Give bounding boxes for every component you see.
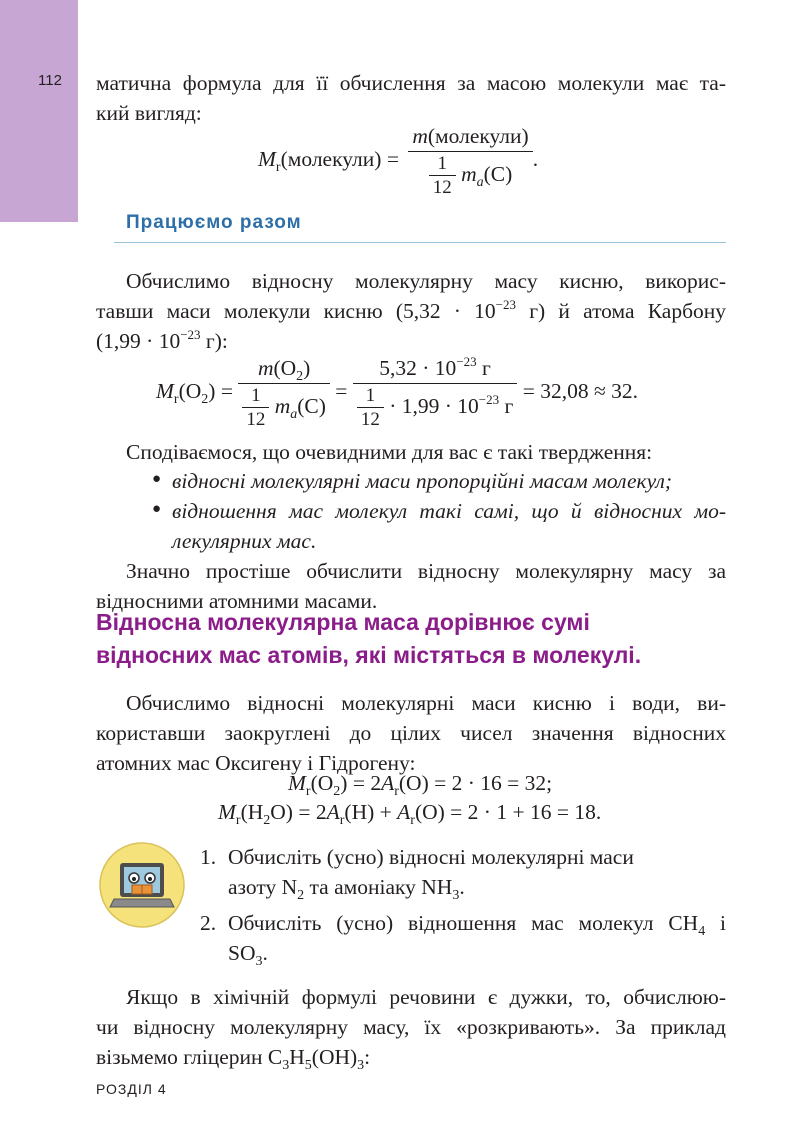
bullet-item-2-line-2: лекулярних мас.: [172, 529, 317, 553]
calc-line-1: Обчислимо відносні молекулярні маси кисню і води, ви-: [126, 691, 726, 715]
rule-line-2: відносних мас атомів, які містяться в молекулі.: [96, 642, 642, 668]
task-1-line-2: азоту $N_2$ та амоніаку $NH_3$.: [228, 875, 465, 903]
task-2-line-2: $SO_3$.: [228, 941, 268, 969]
calc-line-2: користавши заокруглені до цілих чисел значення відносних: [96, 721, 726, 745]
chapter-tab: [0, 0, 78, 222]
bullet-item-2-line-1: відношення мас молекул такі самі, що й відносних мо-: [172, 499, 726, 523]
lhs-arg: (молекули) =: [280, 146, 399, 171]
example-line-3: ($1,99 \cdot 10^{-23}$ г):: [96, 327, 228, 353]
rule-heading: [96, 606, 736, 672]
bullet-icon: ●: [152, 471, 162, 487]
task-2-number: 2.: [200, 911, 217, 935]
fraction-2: $5,32 \cdot 10^{-23}$ г $\frac{1}{12}$ · $1,99 \cdot 10^{-23}$ г: [353, 356, 518, 430]
brackets-line-2: чи відносну молекулярну масу, їх «розкривають». За приклад: [96, 1015, 726, 1039]
rule-line-1: Відносна молекулярна маса дорівнює сумі: [96, 609, 590, 635]
task-1-line-1: Обчисліть (усно) відносні молекулярні маси: [228, 845, 634, 869]
hope-line: Сподіваємося, що очевидними для вас є такі твердження:: [126, 440, 653, 464]
page-number: 112: [38, 72, 62, 89]
brackets-line-3: візьмемо гліцерин $C_3H_5(OH)_3$:: [96, 1045, 371, 1073]
fraction-1: $m(O_2)$ $\frac{1}{12}$ $m_a(C)$: [238, 356, 330, 430]
simpler-line-2: відносними атомними масами.: [96, 589, 378, 613]
formula-molecule-mass: [258, 124, 538, 198]
task-icon: [98, 841, 186, 929]
numerator: m(молекули): [408, 124, 532, 152]
example-line-2: тавши маси молекули кисню ($5,32 \cdot 10^{-23}$ г) й атома Карбону: [96, 297, 727, 323]
simpler-line-1: Значно простіше обчислити відносну молекулярну масу за: [126, 559, 726, 583]
task-1-number: 1.: [200, 845, 217, 869]
example-line-1: Обчислимо відносну молекулярну масу кисню, викорис-: [126, 269, 726, 293]
denominator: $\frac{1}{12}$ $m_a(C)$: [408, 152, 532, 198]
bullet-item-1: відносні молекулярні маси пропорційні масам молекул;: [172, 469, 673, 493]
formula-oxygen-mass: $M_r(O_2)$ = $m(O_2)$ $\frac{1}{12}$ $m_a(C)$ = $5,32 \cdot 10^{-23}$ г $\frac{1}{12}$ · $1,99 \cdot 10^{-23}$ г = 32,08 ≈ 32.: [156, 354, 638, 430]
fraction: [408, 124, 532, 198]
intro-line-1: матична формула для її обчислення за масою молекули має та-: [96, 71, 726, 95]
brackets-line-1: Якщо в хімічній формулі речовини є дужки, то, обчислюю-: [126, 985, 726, 1009]
one-twelfth: $\frac{1}{12}$: [429, 154, 456, 198]
formula-o2: $M_r(O_2) = 2A_r(O) = 2 \cdot 16 = 32$;: [288, 771, 553, 799]
formula-h2o: $M_r(H_2O) = 2A_r(H) + A_r(O) = 2 \cdot 1 + 16 = 18$.: [218, 800, 602, 828]
section-divider: [114, 242, 726, 243]
section-title-work-together: Працюємо разом: [126, 212, 302, 233]
calc-line-3: атомних мас Оксигену і Гідрогену:: [96, 751, 416, 775]
symbol-m: M: [258, 146, 276, 171]
subscript-r: r: [275, 159, 281, 175]
period: .: [532, 146, 539, 171]
task-2-line-1: Обчисліть (усно) відношення мас молекул $CH_4$ і: [228, 911, 726, 939]
chapter-footer: РОЗДІЛ 4: [96, 1081, 167, 1097]
bullet-icon: ●: [152, 501, 162, 517]
intro-line-2: кий вигляд:: [96, 101, 202, 125]
